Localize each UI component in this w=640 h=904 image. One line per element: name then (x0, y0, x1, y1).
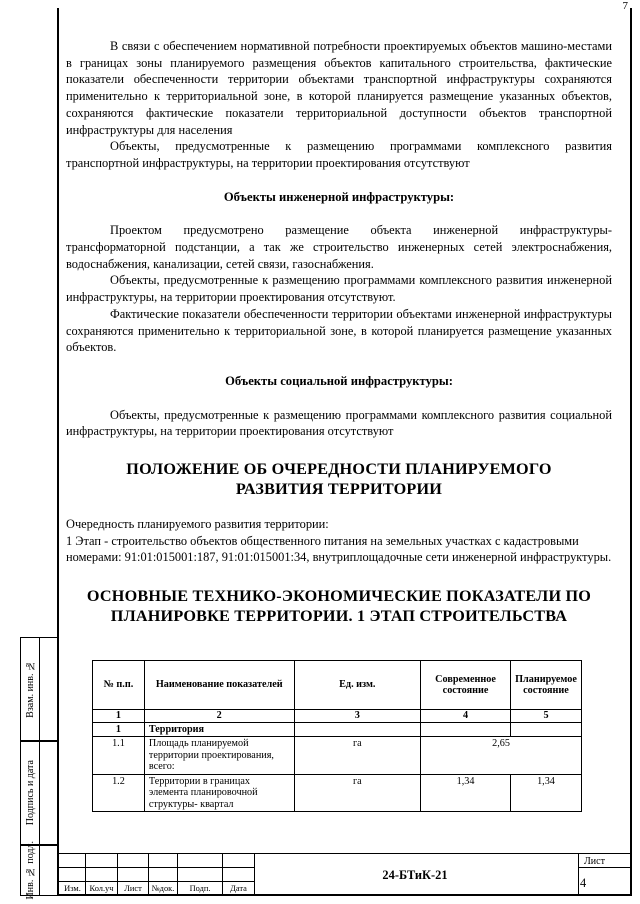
column-number: 2 (144, 710, 294, 723)
side-label-vzam: Взам. инв. № (24, 660, 36, 718)
paragraph-transport-2: Объекты, предусмотренные к размещению программами комплексного развития транспортной инфраструктуры, на территории проектирования отсутствуют (66, 139, 612, 170)
section-name: Территория (144, 722, 294, 737)
table-row (93, 774, 582, 812)
paragraph-transport-1: В связи с обеспечением нормативной потребности проектируемых объектов машино-местами в границах зоны планируемого размещения объектов капитального строительства, фактические показатели обеспеченности территории объектами транспортной инфраструктуры сохраняются применительно к территориальной зоне, в которой планируется размещение указанных объектов, сохраняются фактические показатели территориальной доступности объектов транспортной инфраструктуры для населения (66, 39, 612, 137)
document-body (66, 38, 612, 626)
heading-social: Объекты социальной инфраструктуры: (225, 373, 453, 388)
heading-engineering: Объекты инженерной инфраструктуры: (223, 189, 455, 204)
tb-ndok: №док. (151, 884, 175, 893)
side-stamp-border (20, 637, 58, 896)
header-current: Современное состояние (421, 661, 511, 710)
paragraph-engineering-1: Проектом предусмотрено размещение объекта инженерной инфраструктуры-трансформаторной подстанции, а так же строительство инженерных сетей электроснабжения, водоснабжения, канализации, сетей связи, газоснабжения. (66, 223, 612, 271)
header-unit: Ед. изм. (294, 661, 421, 710)
section-no: 1 (93, 722, 145, 737)
indicators-table (92, 660, 582, 812)
header-no: № п.п. (93, 661, 145, 710)
row-name: Площадь планируемой территории проектирования, всего: (144, 737, 294, 775)
row-current: 1,34 (421, 774, 511, 812)
empty-cell (510, 722, 581, 737)
paragraph-social: Объекты, предусмотренные к размещению программами комплексного развития социальной инфраструктуры, на территории проектирования отсутствуют (66, 407, 612, 439)
column-number: 3 (294, 710, 421, 723)
table-column-numbers (93, 710, 582, 723)
tb-podp: Подп. (189, 884, 211, 893)
table-row (93, 737, 582, 775)
heading-tep-line2: ПЛАНИРОВКЕ ТЕРРИТОРИИ. 1 ЭТАП СТРОИТЕЛЬСТВА (110, 607, 568, 626)
heading-order-line2: РАЗВИТИЯ ТЕРРИТОРИИ (235, 480, 443, 499)
empty-cell (421, 722, 511, 737)
column-number: 1 (93, 710, 145, 723)
row-unit: га (294, 737, 421, 775)
header-planned: Планируемое состояние (510, 661, 581, 710)
sheet-label: Лист (584, 856, 605, 867)
table-header-row (93, 661, 582, 710)
header-name: Наименование показателей (144, 661, 294, 710)
tb-koluch: Кол.уч (89, 884, 114, 893)
sheet-number: 4 (580, 876, 587, 890)
paragraph-engineering-2: Объекты, предусмотренные к размещению программами комплексного развития инженерной инфраструктуры, на территории проектирования отсутствуют. (66, 273, 612, 305)
table-section-row (93, 722, 582, 737)
row-merged-value: 2,65 (421, 737, 582, 775)
row-no: 1.1 (93, 737, 145, 775)
tb-list: Лист (124, 884, 142, 893)
side-label-inv: Инв. № подл. (24, 841, 36, 900)
empty-cell (294, 722, 421, 737)
paragraph-order-stage1: 1 Этап - строительство объектов общественного питания на земельных участках с кадастровыми номерами: 91:01:015001:187, 91:01:015001:34, внутриплощадочные сети инженерной инфраструктуры. (66, 533, 612, 565)
page-number: 7 (622, 0, 628, 12)
tb-data: Дата (230, 884, 247, 893)
paragraph-engineering-3: Фактические показатели обеспеченности территории объектами инженерной инфраструктуры сохраняются применительно к территориальной зоне, в которой планируется размещение указанных объектов. (66, 306, 612, 355)
row-unit: га (294, 774, 421, 812)
document-code: 24-БТиК-21 (382, 868, 448, 882)
heading-order-line1: ПОЛОЖЕНИЕ ОБ ОЧЕРЕДНОСТИ ПЛАНИРУЕМОГО (126, 460, 552, 479)
heading-tep-line1: ОСНОВНЫЕ ТЕХНИКО-ЭКОНОМИЧЕСКИЕ ПОКАЗАТЕЛИ ПО (86, 587, 592, 606)
column-number: 5 (510, 710, 581, 723)
tb-izm: Изм. (64, 884, 81, 893)
row-planned: 1,34 (510, 774, 581, 812)
paragraph-order-intro: Очередность планируемого развития территории: (66, 517, 329, 532)
row-no: 1.2 (93, 774, 145, 812)
row-name: Территории в границах элемента планировочной структуры- квартал (144, 774, 294, 812)
side-label-podpis: Подпись и дата (24, 760, 36, 826)
column-number: 4 (421, 710, 511, 723)
